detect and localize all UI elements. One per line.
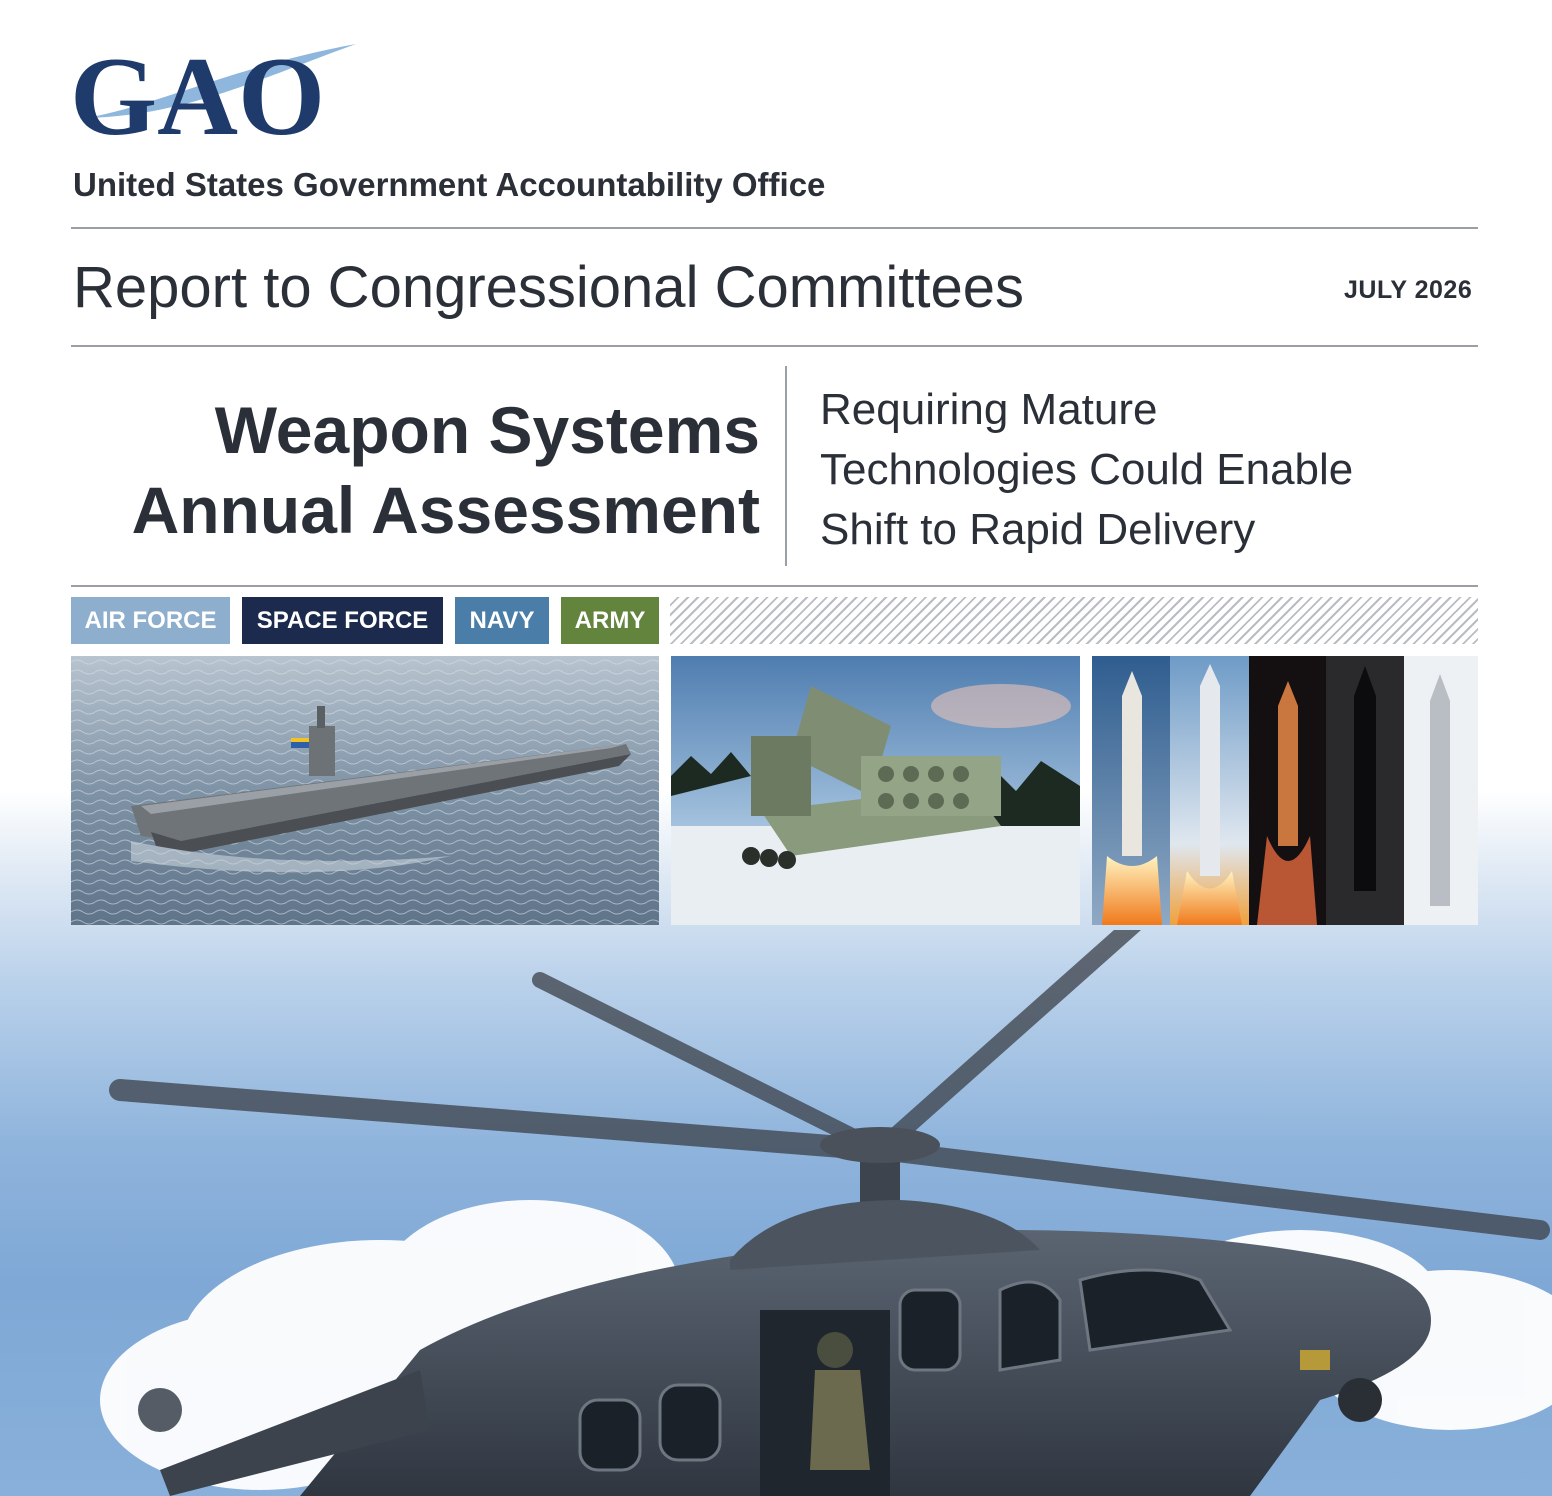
services-rule (71, 585, 1478, 587)
title-line-2: Annual Assessment (131, 473, 760, 547)
aircraft-carrier-photo (71, 656, 659, 925)
agency-name: United States Government Accountability Office (73, 166, 826, 203)
report-type: Report to Congressional Committees (73, 255, 1024, 320)
radar-system-photo (671, 656, 1080, 925)
svg-text:GAO: GAO (70, 36, 326, 146)
title-divider (785, 366, 787, 566)
title-line-1: Weapon Systems (214, 393, 760, 467)
service-tag-space-force: SPACE FORCE (242, 597, 443, 644)
report-title (70, 390, 760, 550)
service-tag-navy: NAVY (455, 597, 549, 644)
service-tag-army: ARMY (561, 597, 659, 644)
report-subtitle (820, 380, 1460, 560)
report-date: JULY 2026 (1344, 276, 1473, 304)
header-rule-top (71, 227, 1478, 229)
gao-logo (66, 36, 366, 146)
decorative-hatch-band (670, 597, 1478, 644)
header-rule-bottom (71, 345, 1478, 347)
launch-vehicles-photo (1092, 656, 1478, 925)
service-tag-air-force: AIR FORCE (71, 597, 230, 644)
subtitle-line-1: Requiring Mature (820, 385, 1158, 434)
subtitle-line-2: Technologies Could Enable (820, 445, 1354, 494)
helicopter-photo (0, 930, 1552, 1496)
subtitle-line-3: Shift to Rapid Delivery (820, 505, 1256, 554)
